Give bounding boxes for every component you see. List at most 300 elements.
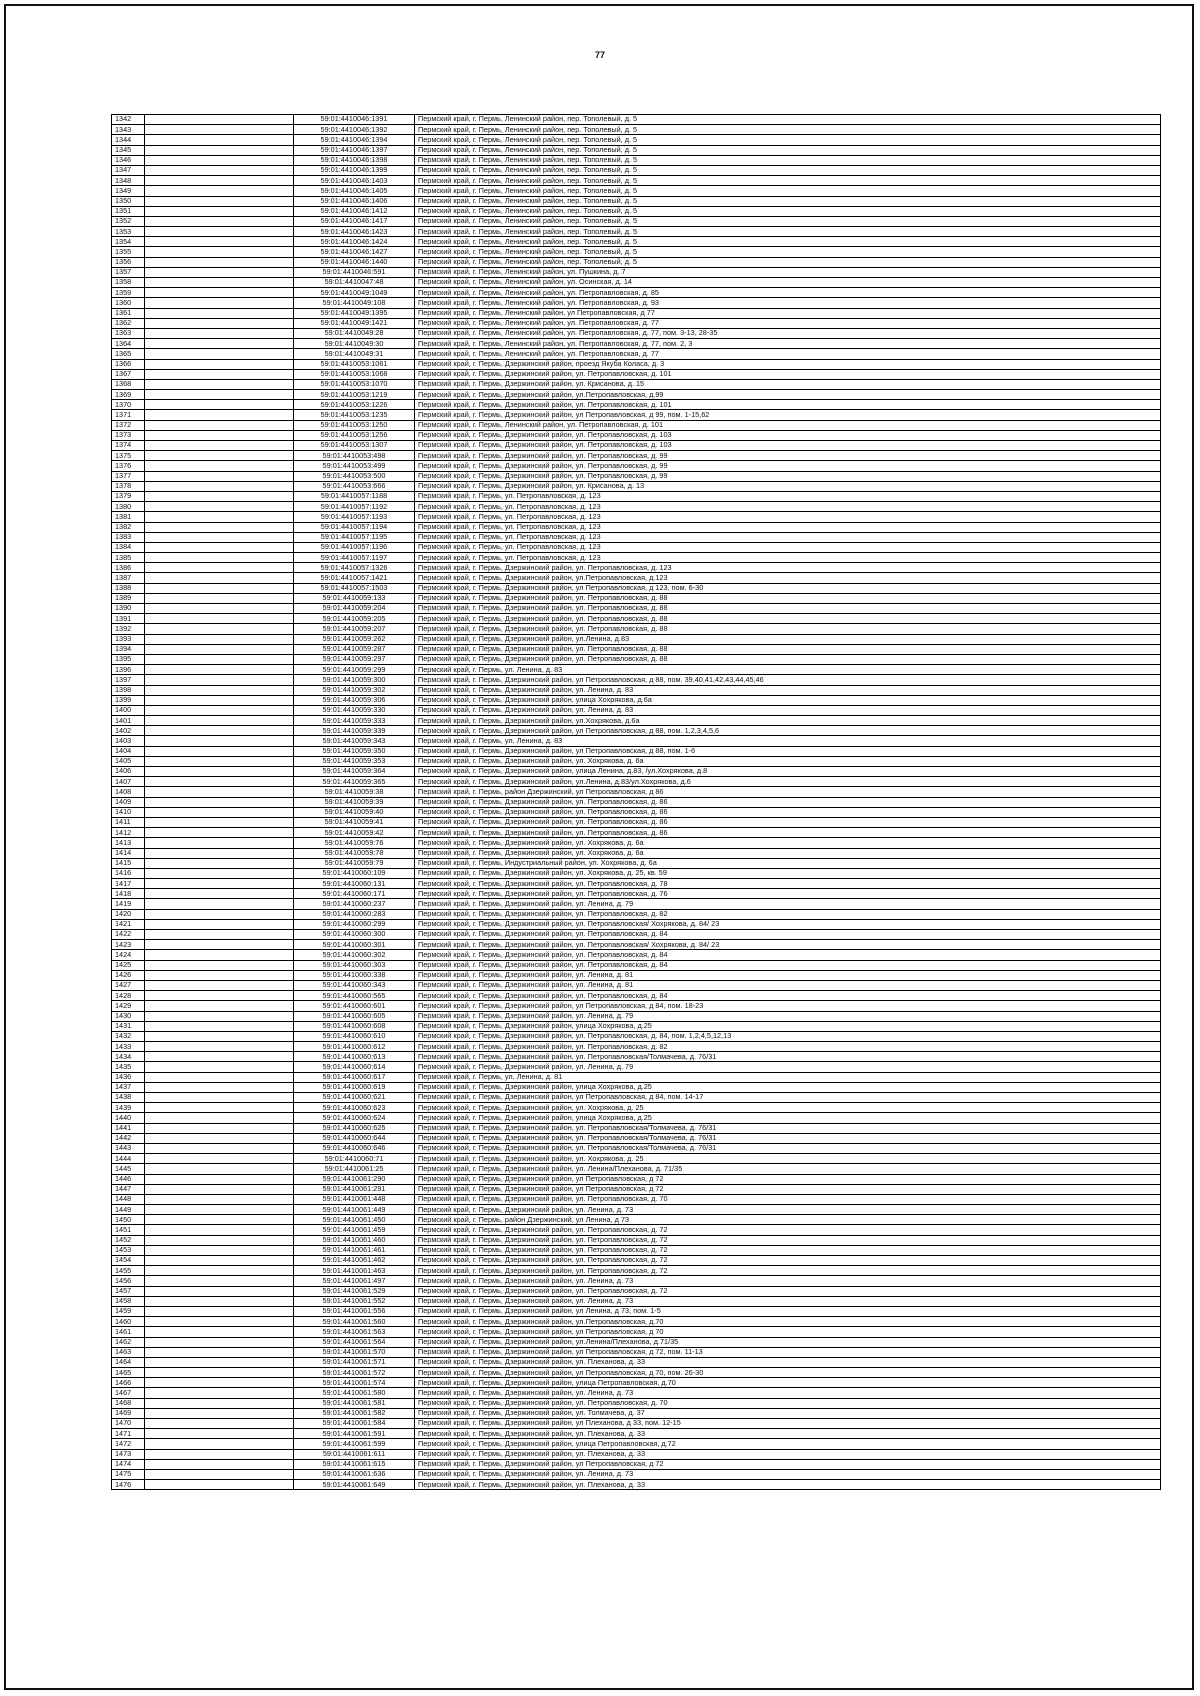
cadastral-number-cell: 59:01:4410046:1391 (294, 115, 415, 125)
cadastral-number-cell: 59:01:4410061:290 (294, 1174, 415, 1184)
table-row (112, 1256, 1161, 1266)
row-number-cell: 1448 (112, 1194, 145, 1204)
cadastral-number-cell: 59:01:4410060:614 (294, 1062, 415, 1072)
address-cell: Пермский край, г. Пермь, Дзержинский район, ул Петропавловская, д 72, пом. 11-13 (415, 1347, 1161, 1357)
row-number-cell: 1467 (112, 1388, 145, 1398)
row-number-cell: 1444 (112, 1154, 145, 1164)
row-number-cell: 1344 (112, 135, 145, 145)
address-cell: Пермский край, г. Пермь, Дзержинский район, ул. Ленина, д. 79 (415, 1011, 1161, 1021)
empty-cell (145, 1480, 294, 1490)
cadastral-number-cell: 59:01:4410061:584 (294, 1419, 415, 1429)
address-cell: Пермский край, г. Пермь, Дзержинский район, ул. Ленина, д. 73 (415, 1276, 1161, 1286)
row-number-cell: 1397 (112, 675, 145, 685)
cadastral-number-cell: 59:01:4410057:1421 (294, 573, 415, 583)
row-number-cell: 1408 (112, 787, 145, 797)
cadastral-number-cell: 59:01:4410060:619 (294, 1082, 415, 1092)
address-cell: Пермский край, г. Пермь, Дзержинский район, ул. Хохрякова, д. 25, кв. 59 (415, 868, 1161, 878)
empty-cell (145, 950, 294, 960)
address-cell: Пермский край, г. Пермь, Дзержинский район, ул.Ленина, д.83 (415, 634, 1161, 644)
cadastral-number-cell: 59:01:4410059:76 (294, 838, 415, 848)
row-number-cell: 1352 (112, 216, 145, 226)
address-cell: Пермский край, г. Пермь, Дзержинский район, ул. Петропавловская, д. 84 (415, 950, 1161, 960)
row-number-cell: 1387 (112, 573, 145, 583)
empty-cell (145, 430, 294, 440)
empty-cell (145, 1296, 294, 1306)
empty-cell (145, 573, 294, 583)
cadastral-number-cell: 59:01:4410046:1397 (294, 145, 415, 155)
cadastral-number-cell: 59:01:4410060:303 (294, 960, 415, 970)
empty-cell (145, 797, 294, 807)
table-row (112, 787, 1161, 797)
address-cell: Пермский край, г. Пермь, ул. Ленина, д. 83 (415, 736, 1161, 746)
cadastral-number-cell: 59:01:4410046:1403 (294, 176, 415, 186)
table-row (112, 1480, 1161, 1490)
address-cell: Пермский край, г. Пермь, Дзержинский район, ул. Петропавловская, д. 99 (415, 461, 1161, 471)
table-row (112, 736, 1161, 746)
row-number-cell: 1438 (112, 1093, 145, 1103)
cadastral-number-cell: 59:01:4410059:300 (294, 675, 415, 685)
row-number-cell: 1418 (112, 889, 145, 899)
empty-cell (145, 1286, 294, 1296)
empty-cell (145, 400, 294, 410)
empty-cell (145, 553, 294, 563)
table-row (112, 930, 1161, 940)
registry-table-body (112, 115, 1161, 1490)
table-row (112, 1093, 1161, 1103)
row-number-cell: 1381 (112, 512, 145, 522)
cadastral-number-cell: 59:01:4410061:580 (294, 1388, 415, 1398)
empty-cell (145, 1103, 294, 1113)
table-row (112, 1225, 1161, 1235)
table-row (112, 390, 1161, 400)
empty-cell (145, 767, 294, 777)
cadastral-number-cell: 59:01:4410053:1070 (294, 379, 415, 389)
row-number-cell: 1390 (112, 604, 145, 614)
cadastral-number-cell: 59:01:4410046:1423 (294, 227, 415, 237)
cadastral-number-cell: 59:01:4410060:617 (294, 1072, 415, 1082)
row-number-cell: 1461 (112, 1327, 145, 1337)
table-row (112, 1031, 1161, 1041)
table-row (112, 705, 1161, 715)
table-row (112, 1052, 1161, 1062)
address-cell: Пермский край, г. Пермь, Дзержинский район, ул.Хохрякова, д.6а (415, 716, 1161, 726)
row-number-cell: 1442 (112, 1133, 145, 1143)
cadastral-number-cell: 59:01:4410046:1424 (294, 237, 415, 247)
table-row (112, 940, 1161, 950)
row-number-cell: 1410 (112, 807, 145, 817)
row-number-cell: 1378 (112, 481, 145, 491)
address-cell: Пермский край, г. Пермь, Дзержинский район, ул. Петропавловская/ Хохрякова, д. 84/ 23 (415, 940, 1161, 950)
row-number-cell: 1379 (112, 491, 145, 501)
table-row (112, 685, 1161, 695)
table-row (112, 298, 1161, 308)
table-row (112, 1378, 1161, 1388)
address-cell: Пермский край, г. Пермь, Ленинский район, пер. Тополевый, д. 5 (415, 247, 1161, 257)
row-number-cell: 1469 (112, 1408, 145, 1418)
table-row (112, 502, 1161, 512)
address-cell: Пермский край, г. Пермь, Ленинский район, пер. Тополевый, д. 5 (415, 186, 1161, 196)
table-row (112, 726, 1161, 736)
address-cell: Пермский край, г. Пермь, район Дзержинский, ул Ленина, д 73 (415, 1215, 1161, 1225)
empty-cell (145, 481, 294, 491)
row-number-cell: 1465 (112, 1368, 145, 1378)
cadastral-number-cell: 59:01:4410049:108 (294, 298, 415, 308)
empty-cell (145, 695, 294, 705)
empty-cell (145, 828, 294, 838)
cadastral-number-cell: 59:01:4410057:1194 (294, 522, 415, 532)
table-row (112, 441, 1161, 451)
empty-cell (145, 379, 294, 389)
address-cell: Пермский край, г. Пермь, Ленинский район, ул. Петропавловская, д. 93 (415, 298, 1161, 308)
empty-cell (145, 1154, 294, 1164)
table-row (112, 838, 1161, 848)
empty-cell (145, 308, 294, 318)
table-row (112, 369, 1161, 379)
address-cell: Пермский край, г. Пермь, Дзержинский район, ул. Петропавловская, д. 88 (415, 644, 1161, 654)
table-row (112, 960, 1161, 970)
row-number-cell: 1445 (112, 1164, 145, 1174)
table-row (112, 532, 1161, 542)
row-number-cell: 1346 (112, 155, 145, 165)
address-cell: Пермский край, г. Пермь, Дзержинский район, ул. Петропавловская, д. 72 (415, 1286, 1161, 1296)
table-row (112, 950, 1161, 960)
table-row (112, 909, 1161, 919)
table-row (112, 420, 1161, 430)
cadastral-number-cell: 59:01:4410049:28 (294, 328, 415, 338)
address-cell: Пермский край, г. Пермь, Дзержинский район, ул. Петропавловская, д. 88 (415, 604, 1161, 614)
cadastral-number-cell: 59:01:4410061:556 (294, 1306, 415, 1316)
cadastral-number-cell: 59:01:4410053:1061 (294, 359, 415, 369)
empty-cell (145, 807, 294, 817)
address-cell: Пермский край, г. Пермь, Ленинский район, пер. Тополевый, д. 5 (415, 135, 1161, 145)
cadastral-number-cell: 59:01:4410061:463 (294, 1266, 415, 1276)
address-cell: Пермский край, г. Пермь, Дзержинский район, ул. Ленина, д. 81 (415, 970, 1161, 980)
table-row (112, 1011, 1161, 1021)
row-number-cell: 1430 (112, 1011, 145, 1021)
address-cell: Пермский край, г. Пермь, Дзержинский район, ул. Петропавловская, д. 103 (415, 430, 1161, 440)
empty-cell (145, 1052, 294, 1062)
address-cell: Пермский край, г. Пермь, район Дзержинский, ул Петропавловская, д 86 (415, 787, 1161, 797)
row-number-cell: 1368 (112, 379, 145, 389)
table-row (112, 155, 1161, 165)
table-row (112, 777, 1161, 787)
address-cell: Пермский край, г. Пермь, Дзержинский район, ул. Петропавловская/Толмачева, д. 76/31 (415, 1133, 1161, 1143)
address-cell: Пермский край, г. Пермь, Дзержинский район, ул. Петропавловская, д. 101 (415, 400, 1161, 410)
empty-cell (145, 542, 294, 552)
empty-cell (145, 726, 294, 736)
address-cell: Пермский край, г. Пермь, Дзержинский район, ул. Петропавловская, д. 84 (415, 960, 1161, 970)
table-row (112, 1194, 1161, 1204)
cadastral-number-cell: 59:01:4410059:38 (294, 787, 415, 797)
address-cell: Пермский край, г. Пермь, Дзержинский район, ул. Петропавловская, д. 103 (415, 441, 1161, 451)
address-cell: Пермский край, г. Пермь, Ленинский район, пер. Тополевый, д. 5 (415, 216, 1161, 226)
address-cell: Пермский край, г. Пермь, Дзержинский район, улица Петропавловская, д.72 (415, 1439, 1161, 1449)
cadastral-number-cell: 59:01:4410061:563 (294, 1327, 415, 1337)
row-number-cell: 1431 (112, 1021, 145, 1031)
cadastral-number-cell: 59:01:4410060:601 (294, 1001, 415, 1011)
address-cell: Пермский край, г. Пермь, Ленинский район, ул. Петропавловская, д. 77 (415, 349, 1161, 359)
empty-cell (145, 899, 294, 909)
row-number-cell: 1439 (112, 1103, 145, 1113)
table-row (112, 1205, 1161, 1215)
empty-cell (145, 145, 294, 155)
row-number-cell: 1347 (112, 165, 145, 175)
empty-cell (145, 868, 294, 878)
address-cell: Пермский край, г. Пермь, Дзержинский район, ул. Ленина, д. 73 (415, 1205, 1161, 1215)
row-number-cell: 1424 (112, 950, 145, 960)
address-cell: Пермский край, г. Пермь, Дзержинский район, ул Петропавловская, д 88, пом. 39,40,41,42,43,44,45,46 (415, 675, 1161, 685)
row-number-cell: 1356 (112, 257, 145, 267)
row-number-cell: 1463 (112, 1347, 145, 1357)
cadastral-number-cell: 59:01:4410046:1394 (294, 135, 415, 145)
row-number-cell: 1415 (112, 858, 145, 868)
cadastral-number-cell: 59:01:4410059:339 (294, 726, 415, 736)
empty-cell (145, 1133, 294, 1143)
address-cell: Пермский край, г. Пермь, Дзержинский район, ул. Толмачева, д. 37 (415, 1408, 1161, 1418)
empty-cell (145, 1337, 294, 1347)
address-cell: Пермский край, г. Пермь, ул. Ленина, д. 83 (415, 665, 1161, 675)
table-row (112, 288, 1161, 298)
address-cell: Пермский край, г. Пермь, Дзержинский район, ул. Петропавловская, д. 84 (415, 930, 1161, 940)
empty-cell (145, 369, 294, 379)
empty-cell (145, 1347, 294, 1357)
empty-cell (145, 1113, 294, 1123)
table-row (112, 1419, 1161, 1429)
empty-cell (145, 532, 294, 542)
empty-cell (145, 624, 294, 634)
empty-cell (145, 461, 294, 471)
row-number-cell: 1363 (112, 328, 145, 338)
cadastral-number-cell: 59:01:4410059:343 (294, 736, 415, 746)
address-cell: Пермский край, г. Пермь, Ленинский район, ул. Петропавловская, д. 77, пом. 2, 3 (415, 339, 1161, 349)
cadastral-number-cell: 59:01:4410046:1399 (294, 165, 415, 175)
row-number-cell: 1441 (112, 1123, 145, 1133)
row-number-cell: 1389 (112, 593, 145, 603)
cadastral-number-cell: 59:01:4410061:449 (294, 1205, 415, 1215)
address-cell: Пермский край, г. Пермь, Дзержинский район, ул Петропавловская, д 84, пом. 18-23 (415, 1001, 1161, 1011)
row-number-cell: 1428 (112, 991, 145, 1001)
address-cell: Пермский край, г. Пермь, Дзержинский район, ул Петропавловская, д 88, пом. 1-6 (415, 746, 1161, 756)
table-row (112, 848, 1161, 858)
row-number-cell: 1427 (112, 980, 145, 990)
row-number-cell: 1376 (112, 461, 145, 471)
empty-cell (145, 960, 294, 970)
table-row (112, 889, 1161, 899)
page-number: 77 (594, 50, 605, 60)
empty-cell (145, 1408, 294, 1418)
cadastral-number-cell: 59:01:4410059:207 (294, 624, 415, 634)
cadastral-number-cell: 59:01:4410057:1197 (294, 553, 415, 563)
empty-cell (145, 1357, 294, 1367)
table-row (112, 237, 1161, 247)
empty-cell (145, 1174, 294, 1184)
empty-cell (145, 1439, 294, 1449)
table-row (112, 1021, 1161, 1031)
address-cell: Пермский край, г. Пермь, Дзержинский район, ул. Ленина/Плеханова, д. 71/35 (415, 1164, 1161, 1174)
cadastral-number-cell: 59:01:4410057:1192 (294, 502, 415, 512)
address-cell: Пермский край, г. Пермь, Дзержинский район, ул Петропавловская, д 72 (415, 1459, 1161, 1469)
empty-cell (145, 1042, 294, 1052)
address-cell: Пермский край, г. Пермь, Дзержинский район, ул. Петропавловская, д. 99 (415, 471, 1161, 481)
cadastral-number-cell: 59:01:4410061:450 (294, 1215, 415, 1225)
table-row (112, 461, 1161, 471)
table-row (112, 1296, 1161, 1306)
table-row (112, 1133, 1161, 1143)
row-number-cell: 1385 (112, 553, 145, 563)
address-cell: Пермский край, г. Пермь, Дзержинский район, ул. Ленина, д. 79 (415, 1062, 1161, 1072)
address-cell: Пермский край, г. Пермь, Дзержинский район, ул Плеханова, д 33, пом. 12-15 (415, 1419, 1161, 1429)
table-row (112, 512, 1161, 522)
address-cell: Пермский край, г. Пермь, Ленинский район, пер. Тополевый, д. 5 (415, 227, 1161, 237)
empty-cell (145, 125, 294, 135)
cadastral-number-cell: 59:01:4410057:1326 (294, 563, 415, 573)
row-number-cell: 1437 (112, 1082, 145, 1092)
empty-cell (145, 278, 294, 288)
address-cell: Пермский край, г. Пермь, Дзержинский район, ул. Петропавловская, д. 70 (415, 1398, 1161, 1408)
empty-cell (145, 471, 294, 481)
cadastral-number-cell: 59:01:4410060:624 (294, 1113, 415, 1123)
empty-cell (145, 980, 294, 990)
cadastral-number-cell: 59:01:4410060:283 (294, 909, 415, 919)
table-row (112, 1266, 1161, 1276)
cadastral-number-cell: 59:01:4410046:1412 (294, 206, 415, 216)
row-number-cell: 1414 (112, 848, 145, 858)
row-number-cell: 1405 (112, 756, 145, 766)
cadastral-number-cell: 59:01:4410060:301 (294, 940, 415, 950)
table-row (112, 491, 1161, 501)
row-number-cell: 1370 (112, 400, 145, 410)
row-number-cell: 1369 (112, 390, 145, 400)
cadastral-number-cell: 59:01:4410061:582 (294, 1408, 415, 1418)
row-number-cell: 1470 (112, 1419, 145, 1429)
cadastral-number-cell: 59:01:4410057:1195 (294, 532, 415, 542)
empty-cell (145, 186, 294, 196)
empty-cell (145, 1001, 294, 1011)
row-number-cell: 1380 (112, 502, 145, 512)
row-number-cell: 1471 (112, 1429, 145, 1439)
address-cell: Пермский край, г. Пермь, Ленинский район, пер. Тополевый, д. 5 (415, 125, 1161, 135)
empty-cell (145, 1245, 294, 1255)
cadastral-number-cell: 59:01:4410061:462 (294, 1256, 415, 1266)
empty-cell (145, 817, 294, 827)
address-cell: Пермский край, г. Пермь, Дзержинский район, ул. Петропавловская, д. 86 (415, 828, 1161, 838)
cadastral-number-cell: 59:01:4410060:621 (294, 1093, 415, 1103)
row-number-cell: 1454 (112, 1256, 145, 1266)
address-cell: Пермский край, г. Пермь, Дзержинский район, ул. Хохрякова, д. 25 (415, 1154, 1161, 1164)
empty-cell (145, 1266, 294, 1276)
address-cell: Пермский край, г. Пермь, Дзержинский район, ул. Петропавловская, д. 99 (415, 451, 1161, 461)
table-row (112, 583, 1161, 593)
cadastral-number-cell: 59:01:4410053:1219 (294, 390, 415, 400)
cadastral-number-cell: 59:01:4410061:460 (294, 1235, 415, 1245)
empty-cell (145, 838, 294, 848)
row-number-cell: 1421 (112, 919, 145, 929)
empty-cell (145, 1368, 294, 1378)
table-row (112, 1235, 1161, 1245)
cadastral-number-cell: 59:01:4410057:1503 (294, 583, 415, 593)
row-number-cell: 1466 (112, 1378, 145, 1388)
cadastral-number-cell: 59:01:4410059:262 (294, 634, 415, 644)
cadastral-number-cell: 59:01:4410061:574 (294, 1378, 415, 1388)
address-cell: Пермский край, г. Пермь, Дзержинский район, ул.Петропавловская, д.123 (415, 573, 1161, 583)
row-number-cell: 1407 (112, 777, 145, 787)
cadastral-number-cell: 59:01:4410046:1417 (294, 216, 415, 226)
address-cell: Пермский край, г. Пермь, Дзержинский район, ул. Петропавловская/Толмачева, д. 76/31 (415, 1143, 1161, 1153)
table-row (112, 767, 1161, 777)
table-row (112, 471, 1161, 481)
table-row (112, 227, 1161, 237)
cadastral-number-cell: 59:01:4410059:133 (294, 593, 415, 603)
table-row (112, 1469, 1161, 1479)
table-row (112, 858, 1161, 868)
cadastral-number-cell: 59:01:4410053:1256 (294, 430, 415, 440)
table-row (112, 247, 1161, 257)
row-number-cell: 1402 (112, 726, 145, 736)
row-number-cell: 1462 (112, 1337, 145, 1347)
cadastral-number-cell: 59:01:4410061:448 (294, 1194, 415, 1204)
row-number-cell: 1468 (112, 1398, 145, 1408)
empty-cell (145, 502, 294, 512)
empty-cell (145, 1256, 294, 1266)
table-row (112, 1154, 1161, 1164)
empty-cell (145, 420, 294, 430)
cadastral-number-cell: 59:01:4410061:552 (294, 1296, 415, 1306)
row-number-cell: 1348 (112, 176, 145, 186)
table-row (112, 644, 1161, 654)
empty-cell (145, 675, 294, 685)
row-number-cell: 1425 (112, 960, 145, 970)
row-number-cell: 1375 (112, 451, 145, 461)
cadastral-number-cell: 59:01:4410060:302 (294, 950, 415, 960)
table-row (112, 308, 1161, 318)
row-number-cell: 1398 (112, 685, 145, 695)
cadastral-number-cell: 59:01:4410059:364 (294, 767, 415, 777)
table-row (112, 522, 1161, 532)
row-number-cell: 1412 (112, 828, 145, 838)
address-cell: Пермский край, г. Пермь, Дзержинский район, ул. Петропавловская, д. 86 (415, 797, 1161, 807)
address-cell: Пермский край, г. Пермь, ул. Петропавловская, д. 123 (415, 522, 1161, 532)
empty-cell (145, 1469, 294, 1479)
address-cell: Пермский край, г. Пермь, Дзержинский район, ул. Крисанова, д. 15 (415, 379, 1161, 389)
empty-cell (145, 1429, 294, 1439)
table-row (112, 1286, 1161, 1296)
cadastral-number-cell: 59:01:4410060:71 (294, 1154, 415, 1164)
table-row (112, 563, 1161, 573)
cadastral-number-cell: 59:01:4410057:1196 (294, 542, 415, 552)
empty-cell (145, 879, 294, 889)
cadastral-number-cell: 59:01:4410049:31 (294, 349, 415, 359)
empty-cell (145, 1378, 294, 1388)
address-cell: Пермский край, г. Пермь, Дзержинский район, ул Ленина, д 73, пом. 1-5 (415, 1306, 1161, 1316)
address-cell: Пермский край, г. Пермь, Дзержинский район, улица Ленина, д.83, /ул.Хохрякова, д.8 (415, 767, 1161, 777)
address-cell: Пермский край, г. Пермь, Дзержинский район, ул. Хохрякова, д. 25 (415, 1103, 1161, 1113)
table-row (112, 216, 1161, 226)
address-cell: Пермский край, г. Пермь, Ленинский район, ул. Петропавловская, д. 77 (415, 318, 1161, 328)
row-number-cell: 1464 (112, 1357, 145, 1367)
empty-cell (145, 909, 294, 919)
row-number-cell: 1440 (112, 1113, 145, 1123)
address-cell: Пермский край, г. Пермь, Дзержинский район, ул. Петропавловская, д. 88 (415, 624, 1161, 634)
address-cell: Пермский край, г. Пермь, Дзержинский район, ул. Плеханова, д. 33 (415, 1480, 1161, 1490)
empty-cell (145, 1225, 294, 1235)
address-cell: Пермский край, г. Пермь, ул. Петропавловская, д. 123 (415, 542, 1161, 552)
empty-cell (145, 410, 294, 420)
row-number-cell: 1460 (112, 1317, 145, 1327)
row-number-cell: 1386 (112, 563, 145, 573)
row-number-cell: 1456 (112, 1276, 145, 1286)
cadastral-number-cell: 59:01:4410053:499 (294, 461, 415, 471)
table-row (112, 542, 1161, 552)
